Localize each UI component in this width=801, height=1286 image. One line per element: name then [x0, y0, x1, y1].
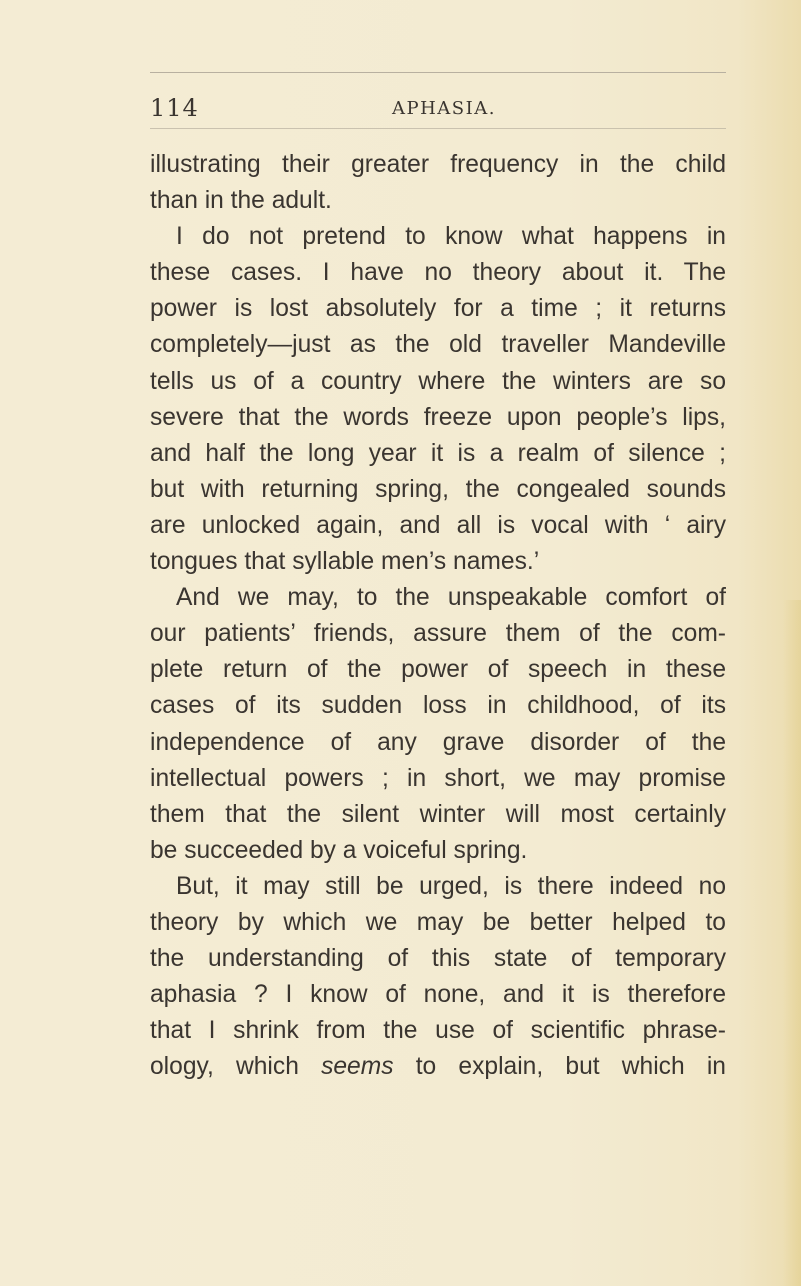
header-rule-bottom	[150, 128, 726, 129]
text-line: I do not pretend to know what happens in	[176, 223, 726, 251]
page-edge-shading	[783, 600, 801, 1286]
text-line: are unlocked again, and all is vocal with ‘ airy	[150, 511, 726, 539]
text-line: be succeeded by a voiceful spring.	[150, 836, 528, 864]
text-line: but with returning spring, the congealed sounds	[150, 475, 726, 503]
text-line: But, it may still be urged, is there indeed no	[176, 872, 726, 900]
italic-word: seems	[321, 1053, 394, 1081]
text-line: them that the silent winter will most certainly	[150, 800, 726, 828]
text-line: aphasia ? I know of none, and it is therefore	[150, 981, 726, 1009]
text-line: cases of its sudden loss in childhood, of its	[150, 692, 726, 720]
text-line: completely—just as the old traveller Mandeville	[150, 331, 726, 359]
text-line: power is lost absolutely for a time ; it returns	[150, 295, 726, 323]
text-line: illustrating their greater frequency in the child	[150, 151, 726, 178]
text-segment: ology, which	[150, 1053, 322, 1081]
text-line: and half the long year it is a realm of silence ;	[150, 439, 726, 467]
text-line: intellectual powers ; in short, we may promise	[150, 764, 726, 792]
text-line: independence of any grave disorder of the	[150, 728, 726, 756]
text-line: that I shrink from the use of scientific phrase-	[150, 1017, 726, 1045]
header-rule-top	[150, 72, 726, 73]
text-line: tells us of a country where the winters are so	[150, 367, 726, 395]
text-line: the understanding of this state of temporary	[150, 945, 726, 973]
body-text	[150, 147, 726, 1085]
running-head: APHASIA.	[392, 98, 496, 119]
text-line: these cases. I have no theory about it. The	[150, 259, 726, 287]
page-number: 114	[150, 94, 199, 122]
text-line: plete return of the power of speech in these	[150, 656, 726, 684]
text-line: theory by which we may be better helped to	[150, 908, 726, 936]
text-line	[150, 1049, 726, 1085]
text-segment: to explain, but which in	[393, 1053, 726, 1081]
page-header	[150, 94, 726, 124]
text-line: tongues that syllable men’s names.’	[150, 548, 540, 576]
text-line: severe that the words freeze upon people’s lips,	[150, 403, 726, 431]
text-line: than in the adult.	[150, 187, 332, 215]
text-line: And we may, to the unspeakable comfort of	[176, 584, 726, 612]
text-line: our patients’ friends, assure them of the com-	[150, 620, 726, 648]
